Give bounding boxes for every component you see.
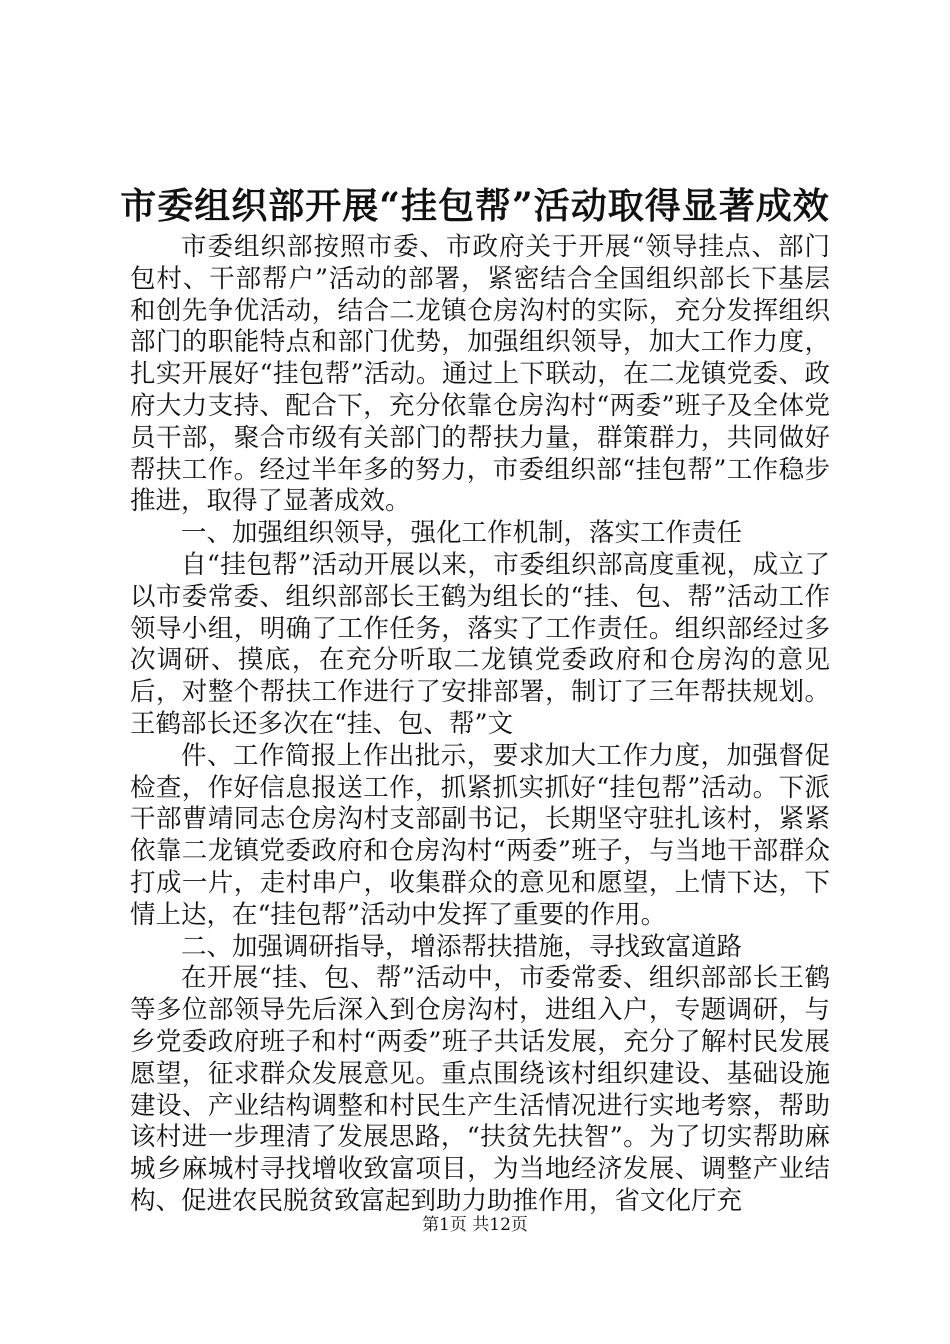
paragraph-section-2a: 在开展“挂、包、帮”活动中，市委常委、组织部部长王鹤等多位部领导先后深入到仓房沟村，进组入户，专题调研，与乡党委政府班子和村“两委”班子共话发展，充分了解村民发展愿望，征求群众发展意见。重点围绕该村组织建设、基础设施建设、产业结构调整和村民生产生活情况进行实地考察，帮助该村进一步理清了发展思路，“扶贫先扶智”。为了切实帮助麻城乡麻城村寻找增收致富项目，为当地经济发展、调整产业结构、促进农民脱贫致富起到助力助推作用，省文化厅充 bbox=[130, 963, 830, 1216]
section-heading-1: 一、加强组织领导，强化工作机制，落实工作责任 bbox=[181, 518, 743, 549]
document-title: 市委组织部开展“挂包帮”活动取得显著成效 bbox=[120, 185, 830, 227]
document-body bbox=[130, 232, 830, 1218]
paragraph-section-1b: 件、工作简报上作出批示，要求加大工作力度，加强督促检查，作好信息报送工作，抓紧抓实抓好“挂包帮”活动。下派干部曹靖同志仓房沟村支部副书记，长期坚守驻扎该村，紧紧依靠二龙镇党委政府和仓房沟村“两委”班子，与当地干部群众打成一片，走村串户，收集群众的意见和愿望，上情下达，下情上达，在“挂包帮”活动中发挥了重要的作用。 bbox=[130, 740, 830, 930]
section-heading-2: 二、加强调研指导，增添帮扶措施，寻找致富道路 bbox=[181, 931, 743, 962]
paragraph-intro: 市委组织部按照市委、市政府关于开展“领导挂点、部门包村、干部帮户”活动的部署，紧密结合全国组织部长下基层和创先争优活动，结合二龙镇仓房沟村的实际，充分发挥组织部门的职能特点和部门优势，加强组织领导，加大工作力度，扎实开展好“挂包帮”活动。通过上下联动，在二龙镇党委、政府大力支持、配合下，充分依靠仓房沟村“两委”班子及全体党员干部，聚合市级有关部门的帮扶力量，群策群力，共同做好帮扶工作。经过半年多的努力，市委组织部“挂包帮”工作稳步推进，取得了显著成效。 bbox=[130, 232, 830, 517]
page-footer: 第1页 共12页 bbox=[422, 1215, 528, 1235]
paragraph-section-1a: 自“挂包帮”活动开展以来，市委组织部高度重视，成立了以市委常委、组织部部长王鹤为组长的“挂、包、帮”活动工作领导小组，明确了工作任务，落实了工作责任。组织部经过多次调研、摸底，在充分听取二龙镇党委政府和仓房沟的意见后，对整个帮扶工作进行了安排部署，制订了三年帮扶规划。王鹤部长还多次在“挂、包、帮”文 bbox=[130, 549, 830, 739]
